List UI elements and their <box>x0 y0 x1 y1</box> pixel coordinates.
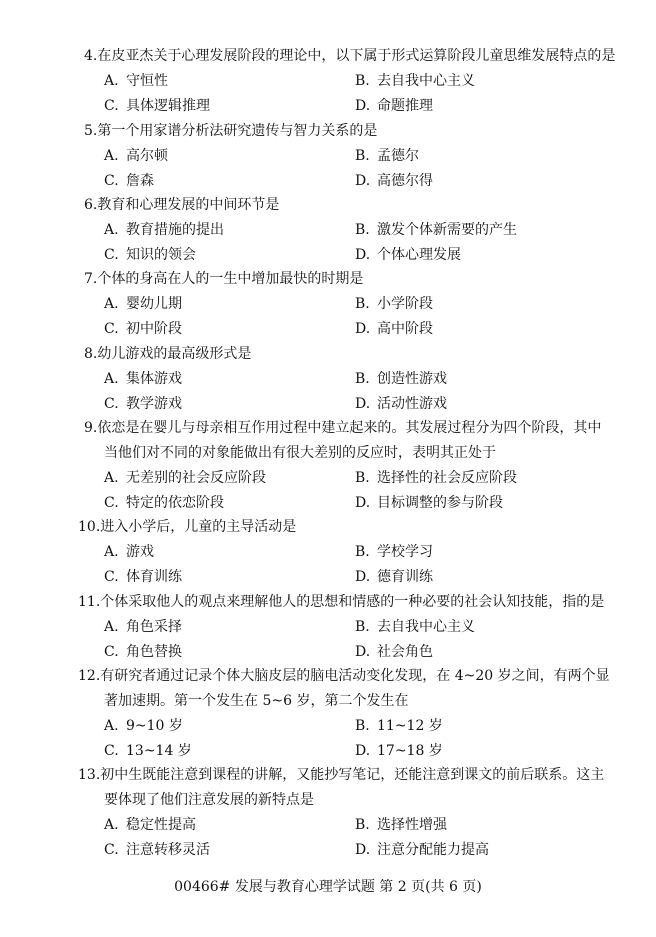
option-text: 高德尔得 <box>377 173 433 189</box>
answer-option <box>355 565 433 590</box>
question-stem <box>78 590 618 615</box>
answer-option <box>104 94 210 119</box>
option-text: 社会角色 <box>377 644 433 660</box>
question-number: 7. <box>84 271 98 287</box>
page-footer: 00466# 发展与教育心理学试题 第 2 页(共 6 页) <box>174 879 482 895</box>
option-letter: D. <box>355 842 371 858</box>
option-text: 命题推理 <box>377 98 433 114</box>
option-letter: B. <box>355 371 370 387</box>
question-stem-continued <box>104 441 644 466</box>
question-text: 著加速期。第一个发生在 5~6 岁，第二个发生在 <box>104 693 409 709</box>
option-letter: D. <box>355 396 371 412</box>
option-text: 孟德尔 <box>377 148 419 164</box>
option-text: 詹森 <box>126 173 154 189</box>
answer-option <box>104 540 154 565</box>
option-text: 去自我中心主义 <box>377 619 475 635</box>
option-text: 高尔顿 <box>126 148 168 164</box>
answer-option <box>355 144 419 169</box>
question-number: 5. <box>84 123 98 139</box>
option-letter: B. <box>355 470 370 486</box>
option-text: 选择性的社会反应阶段 <box>377 470 517 486</box>
option-text: 教育措施的提出 <box>126 222 224 238</box>
question-text: 有研究者通过记录个体大脑皮层的脑电活动变化发现，在 4~20 岁之间，有两个显 <box>100 668 610 684</box>
answer-option <box>104 292 182 317</box>
option-letter: B. <box>355 544 370 560</box>
question-stem <box>78 664 618 689</box>
question-text: 进入小学后，儿童的主导活动是 <box>100 519 297 535</box>
option-letter: A. <box>104 296 119 312</box>
question-text: 个体的身高在人的一生中增加最快的时期是 <box>97 271 364 287</box>
answer-option <box>355 69 475 94</box>
option-text: 角色采择 <box>126 619 182 635</box>
question-stem-continued <box>104 788 644 813</box>
option-text: 高中阶段 <box>377 321 433 337</box>
answer-option <box>104 367 182 392</box>
option-letter: A. <box>104 817 119 833</box>
answer-option <box>104 714 183 739</box>
answer-option <box>104 466 266 491</box>
answer-option <box>104 739 192 764</box>
option-text: 13~14 岁 <box>126 743 192 759</box>
answer-option <box>355 367 447 392</box>
option-letter: A. <box>104 222 119 238</box>
option-text: 选择性增强 <box>377 817 447 833</box>
answer-option <box>355 615 475 640</box>
answer-option <box>104 813 196 838</box>
question-text: 初中生既能注意到课程的讲解，又能抄写笔记，还能注意到课文的前后联系。这主 <box>100 767 605 783</box>
option-text: 稳定性提高 <box>126 817 196 833</box>
option-text: 目标调整的参与阶段 <box>377 495 503 511</box>
option-text: 11~12 岁 <box>377 718 443 734</box>
question-number: 10. <box>78 519 101 535</box>
option-letter: C. <box>104 743 119 759</box>
option-text: 特定的依恋阶段 <box>126 495 224 511</box>
option-text: 德育训练 <box>377 569 433 585</box>
question-stem <box>84 416 624 441</box>
answer-option <box>104 144 168 169</box>
answer-option <box>104 565 182 590</box>
option-text: 体育训练 <box>126 569 182 585</box>
answer-option <box>104 392 182 417</box>
question-number: 12. <box>78 668 101 684</box>
option-letter: B. <box>355 73 370 89</box>
question-text: 要体现了他们注意发展的新特点是 <box>104 792 314 808</box>
answer-option <box>104 169 154 194</box>
option-text: 17~18 岁 <box>377 743 443 759</box>
option-letter: C. <box>104 247 119 263</box>
answer-option <box>355 714 443 739</box>
option-letter: C. <box>104 644 119 660</box>
question-number: 9. <box>84 420 98 436</box>
option-letter: C. <box>104 98 119 114</box>
option-text: 知识的领会 <box>126 247 196 263</box>
option-text: 注意分配能力提高 <box>377 842 489 858</box>
question-stem <box>78 515 618 540</box>
option-text: 活动性游戏 <box>377 396 447 412</box>
answer-option <box>104 243 196 268</box>
question-text: 当他们对不同的对象能做出有很大差别的反应时，表明其正处于 <box>104 445 496 461</box>
option-letter: C. <box>104 495 119 511</box>
option-text: 守恒性 <box>126 73 168 89</box>
option-text: 小学阶段 <box>377 296 433 312</box>
option-letter: A. <box>104 619 119 635</box>
answer-option <box>355 218 517 243</box>
option-letter: A. <box>104 148 119 164</box>
option-text: 注意转移灵活 <box>126 842 210 858</box>
option-text: 游戏 <box>126 544 154 560</box>
question-stem <box>78 763 618 788</box>
question-number: 4. <box>84 48 98 64</box>
question-stem <box>84 267 624 292</box>
answer-option <box>355 640 433 665</box>
option-text: 创造性游戏 <box>377 371 447 387</box>
answer-option <box>355 739 443 764</box>
option-text: 激发个体新需要的产生 <box>377 222 517 238</box>
option-letter: D. <box>355 173 371 189</box>
answer-option <box>355 292 433 317</box>
option-letter: C. <box>104 569 119 585</box>
option-text: 具体逻辑推理 <box>126 98 210 114</box>
question-stem <box>84 342 624 367</box>
option-text: 教学游戏 <box>126 396 182 412</box>
option-letter: B. <box>355 619 370 635</box>
question-text: 幼儿游戏的最高级形式是 <box>97 346 252 362</box>
question-text: 依恋是在婴儿与母亲相互作用过程中建立起来的。其发展过程分为四个阶段，其中 <box>97 420 602 436</box>
option-letter: D. <box>355 321 371 337</box>
option-letter: C. <box>104 842 119 858</box>
option-letter: A. <box>104 544 119 560</box>
option-letter: C. <box>104 173 119 189</box>
question-text: 个体采取他人的观点来理解他人的思想和情感的一种必要的社会认知技能，指的是 <box>100 594 605 610</box>
option-letter: B. <box>355 148 370 164</box>
question-text: 教育和心理发展的中间环节是 <box>97 197 280 213</box>
question-stem-continued <box>104 689 644 714</box>
answer-option <box>355 94 433 119</box>
answer-option <box>104 640 182 665</box>
question-stem <box>84 193 624 218</box>
option-text: 个体心理发展 <box>377 247 461 263</box>
question-stem <box>84 119 624 144</box>
option-letter: A. <box>104 718 119 734</box>
option-letter: B. <box>355 817 370 833</box>
option-letter: A. <box>104 73 119 89</box>
answer-option <box>355 838 489 863</box>
question-number: 8. <box>84 346 98 362</box>
option-text: 集体游戏 <box>126 371 182 387</box>
answer-option <box>104 218 224 243</box>
option-letter: D. <box>355 743 371 759</box>
option-letter: D. <box>355 569 371 585</box>
question-text: 第一个用家谱分析法研究遗传与智力关系的是 <box>97 123 378 139</box>
option-text: 学校学习 <box>377 544 433 560</box>
answer-option <box>104 317 182 342</box>
answer-option <box>355 813 447 838</box>
option-letter: A. <box>104 371 119 387</box>
option-letter: C. <box>104 321 119 337</box>
option-letter: D. <box>355 495 371 511</box>
question-stem <box>84 44 624 69</box>
answer-option <box>104 615 182 640</box>
answer-option <box>355 243 461 268</box>
option-text: 角色替换 <box>126 644 182 660</box>
option-letter: D. <box>355 644 371 660</box>
option-text: 初中阶段 <box>126 321 182 337</box>
option-text: 9~10 岁 <box>126 718 183 734</box>
option-letter: B. <box>355 296 370 312</box>
option-text: 去自我中心主义 <box>377 73 475 89</box>
answer-option <box>104 491 224 516</box>
answer-option <box>355 317 433 342</box>
answer-option <box>355 540 433 565</box>
question-number: 11. <box>78 594 101 610</box>
option-letter: A. <box>104 470 119 486</box>
option-letter: B. <box>355 718 370 734</box>
option-letter: D. <box>355 98 371 114</box>
answer-option <box>355 466 517 491</box>
option-text: 无差别的社会反应阶段 <box>126 470 266 486</box>
question-text: 在皮亚杰关于心理发展阶段的理论中，以下属于形式运算阶段儿童思维发展特点的是 <box>97 48 616 64</box>
answer-option <box>104 69 168 94</box>
option-text: 婴幼儿期 <box>126 296 182 312</box>
answer-option <box>104 838 210 863</box>
answer-option <box>355 169 433 194</box>
question-number: 13. <box>78 767 101 783</box>
answer-option <box>355 392 447 417</box>
option-letter: D. <box>355 247 371 263</box>
option-letter: C. <box>104 396 119 412</box>
question-number: 6. <box>84 197 98 213</box>
option-letter: B. <box>355 222 370 238</box>
answer-option <box>355 491 503 516</box>
